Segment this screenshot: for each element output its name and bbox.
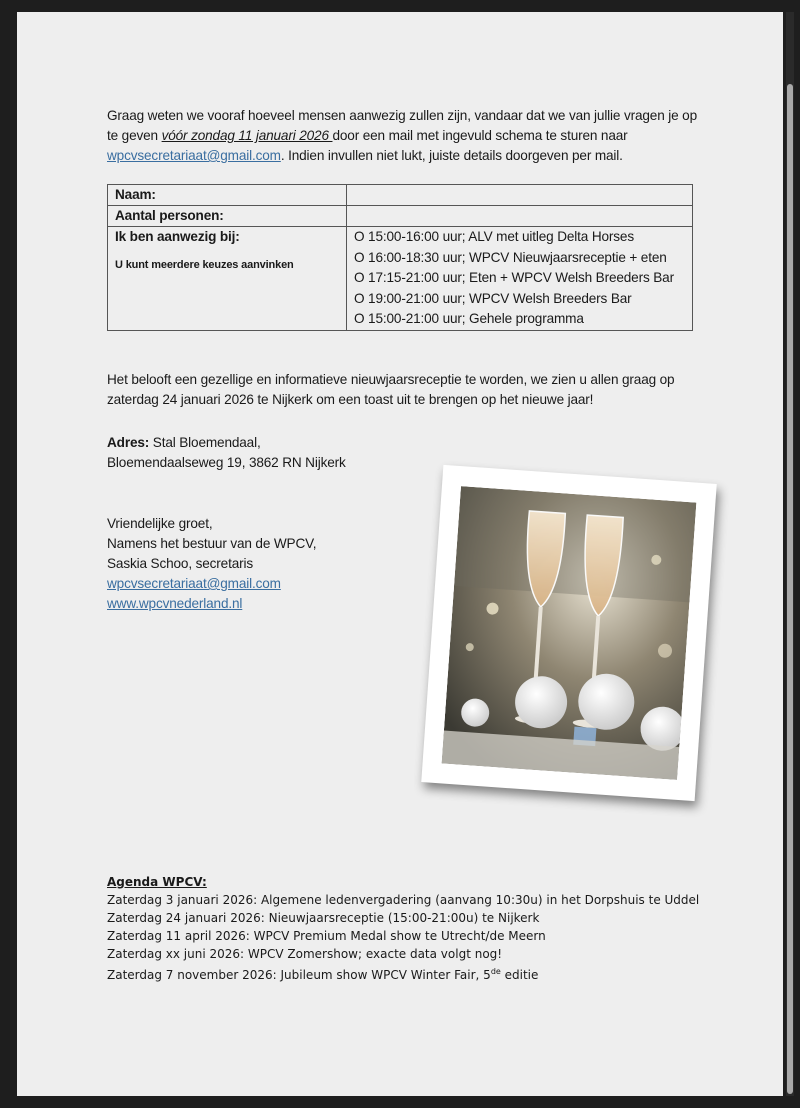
document-page [17,12,783,1096]
name-label: Naam: [108,185,347,206]
photo-frame [421,465,717,801]
intro-paragraph [107,106,707,166]
attend-option-receptie[interactable]: O 16:00-18:30 uur; WPCV Nieuwjaarsreceptie + eten [354,249,667,265]
attend-option-alv[interactable]: O 15:00-16:00 uur; ALV met uitleg Delta Horses [354,229,634,244]
address-line-1: Stal Bloemendaal, [149,435,261,450]
agenda-item-end: editie [500,968,539,982]
agenda-item: Zaterdag 3 januari 2026: Algemene ledenvergadering (aanvang 10:30u) in het Dorpshuis te Uddel [107,893,700,907]
website-link[interactable]: www.wpcvnederland.nl [107,596,243,611]
name-value-cell[interactable] [347,185,693,206]
intro-text-2: door een mail met ingevuld schema te sturen naar [332,128,628,143]
attend-option-bar[interactable]: O 19:00-21:00 uur; WPCV Welsh Breeders Bar [354,290,632,306]
table-row [108,206,693,227]
agenda-item: Zaterdag 24 januari 2026: Nieuwjaarsreceptie (15:00-21:00u) te Nijkerk [107,911,540,925]
table-row [108,185,693,206]
agenda-item: Zaterdag 11 april 2026: WPCV Premium Medal show te Utrecht/de Meern [107,929,546,943]
champagne-illustration [442,486,697,780]
address-label: Adres: [107,435,150,450]
attend-options-cell [347,227,693,331]
champagne-glasses-photo [442,486,697,780]
registration-form-table [107,184,693,331]
attend-label: Ik ben aanwezig bij: [115,229,240,244]
attend-hint: U kunt meerdere keuzes aanvinken [115,259,294,271]
intro-email-link[interactable]: wpcvsecretariaat@gmail.com [107,148,281,163]
deadline-text: vóór zondag 11 januari 2026 [161,128,333,143]
closing-paragraph: Het belooft een gezellige en informatieve nieuwjaarsreceptie te worden, we zien u allen graag op zaterdag 24 januari 2026 te Nijkerk om een toast uit te brengen op het nieuwe jaar! [107,372,675,407]
agenda-title: Agenda WPCV: [107,875,207,889]
agenda-item-sup: de [490,967,501,976]
regards-line-1: Vriendelijke groet, [107,516,213,531]
count-label: Aantal personen: [108,206,347,227]
intro-text-3: . Indien invullen niet lukt, juiste details doorgeven per mail. [280,148,623,163]
attend-option-gehele-programma[interactable]: O 15:00-21:00 uur; Gehele programma [354,311,584,327]
signature-email-link[interactable]: wpcvsecretariaat@gmail.com [107,576,281,591]
count-value-cell[interactable] [347,206,693,227]
scrollbar-thumb[interactable] [787,84,793,1094]
agenda-item: Zaterdag xx juni 2026: WPCV Zomershow; exacte data volgt nog! [107,947,503,961]
attend-cell [108,227,347,331]
address-line-2: Bloemendaalseweg 19, 3862 RN Nijkerk [107,455,346,470]
regards-line-3: Saskia Schoo, secretaris [107,556,253,571]
table-row [108,227,693,331]
agenda-section [107,873,747,984]
attend-option-eten-bar[interactable]: O 17:15-21:00 uur; Eten + WPCV Welsh Breeders Bar [354,270,674,286]
intro-text-1: Graag weten we vooraf hoeveel mensen aanwezig zullen zijn, vandaar dat we van jullie vragen je op te geven [107,108,697,143]
agenda-item-text: Zaterdag 7 november 2026: Jubileum show WPCV Winter Fair, 5 [107,968,491,982]
regards-line-2: Namens het bestuur van de WPCV, [107,536,317,551]
agenda-item-last [107,963,747,984]
